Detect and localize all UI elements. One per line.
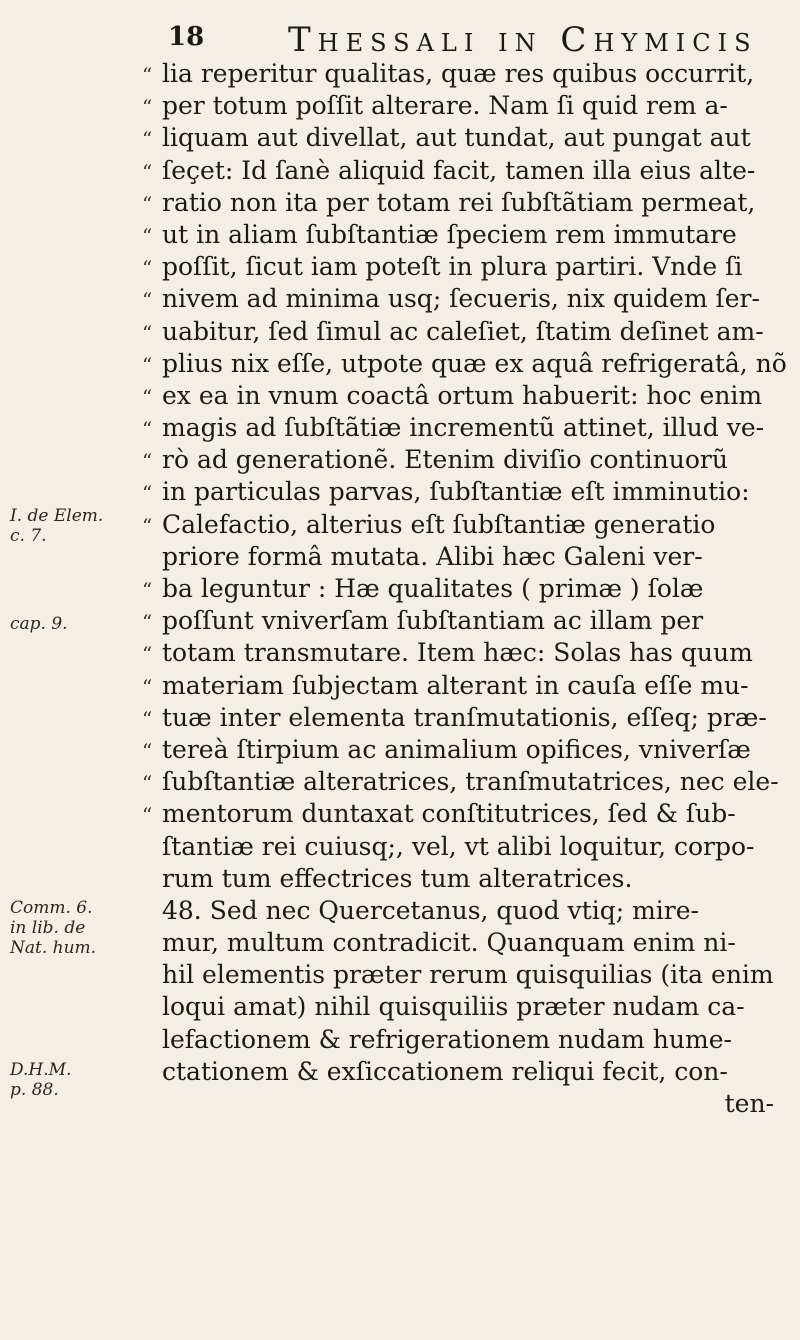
quotation-mark: “	[142, 223, 153, 248]
quotation-mark: “	[142, 803, 153, 828]
text-line	[142, 766, 792, 798]
text-line	[142, 637, 792, 669]
quotation-mark: “	[142, 706, 153, 731]
text-line	[142, 380, 792, 412]
line-text: ut in aliam ſubſtantiæ ſpeciem rem immutare	[162, 219, 737, 249]
text-line	[142, 895, 792, 927]
text-line	[142, 219, 792, 251]
text-line	[142, 605, 792, 637]
text-line	[142, 541, 792, 573]
line-text: in particulas parvas, ſubſtantiæ eſt imminutio:	[162, 477, 750, 507]
line-text: nivem ad minima usq; ſecueris, nix quidem ſer-	[162, 284, 760, 314]
line-text: plius nix eſſe, utpote quæ ex aquâ refrigeratâ, nõ	[162, 348, 787, 378]
quotation-mark: “	[142, 578, 153, 602]
text-line	[142, 476, 792, 508]
line-text: uabitur, ſed ſimul ac caleſiet, ſtatim deſinet am-	[162, 316, 764, 346]
quotation-mark: “	[142, 320, 153, 345]
margin-note	[10, 614, 135, 634]
text-line	[142, 412, 792, 444]
line-text: rum tum effectrices tum alteratrices.	[162, 863, 633, 893]
quotation-mark: “	[142, 159, 153, 184]
text-line	[142, 155, 792, 187]
page-number: 18	[168, 22, 205, 52]
quotation-mark: “	[142, 95, 153, 120]
line-text: materiam ſubjectam alterant in cauſa eſſe mu-	[162, 670, 749, 700]
line-text: Calefactio, alterius eſt ſubſtantiæ generatio	[162, 509, 716, 539]
text-line	[142, 927, 792, 959]
text-line	[142, 959, 792, 991]
text-line	[142, 283, 792, 315]
line-text: loqui amat) nihil quisquiliis præter nudam ca-	[162, 992, 745, 1022]
main-text-block	[142, 58, 792, 1120]
margin-note	[10, 1060, 135, 1100]
margin-note-line: c. 7.	[10, 526, 47, 546]
line-text: tereà ſtirpium ac animalium opifices, vniverſæ	[162, 734, 751, 764]
line-text: totam transmutare. Item hæc: Solas has quum	[162, 638, 753, 668]
text-line	[142, 90, 792, 122]
line-text: mur, multum contradicit. Quanquam enim ni-	[162, 928, 736, 958]
line-text: 48. Sed nec Quercetanus, quod vtiq; mire-	[162, 895, 699, 925]
quotation-mark: “	[142, 384, 153, 409]
quotation-mark: “	[142, 191, 153, 216]
text-line	[142, 573, 792, 605]
margin-note-line: p. 88.	[10, 1080, 59, 1100]
line-text: ex ea in vnum coactâ ortum habuerit: hoc enim	[162, 380, 763, 410]
text-line	[142, 251, 792, 283]
margin-note	[10, 898, 135, 958]
quotation-mark: “	[142, 449, 153, 474]
catchword: ten-	[724, 1089, 774, 1118]
margin-note-line: Nat. hum.	[10, 938, 97, 958]
running-head: Thessali in Chymicis	[288, 20, 758, 60]
text-line	[142, 798, 792, 830]
text-line	[142, 58, 792, 90]
text-line	[142, 122, 792, 154]
margin-note-line: Comm. 6.	[10, 898, 93, 918]
line-text: ba leguntur : Hæ qualitates ( primæ ) ſolæ	[162, 574, 704, 603]
line-text: ſtantiæ rei cuiusq;, vel, vt alibi loquitur, corpo-	[162, 831, 755, 861]
line-text: per totum poſſit alterare. Nam ſi quid rem a-	[162, 91, 728, 121]
quotation-mark: “	[142, 642, 153, 667]
line-text: magis ad ſubſtãtiæ incrementũ attinet, illud ve-	[162, 413, 765, 443]
quotation-mark: “	[142, 352, 153, 377]
line-text: liquam aut divellat, aut tundat, aut pungat aut	[162, 123, 751, 153]
line-text: priore formâ mutata. Alibi hæc Galeni ver-	[162, 541, 703, 571]
line-text: poſſit, ſicut iam poteſt in plura partiri. Vnde ſi	[162, 252, 743, 282]
text-line	[142, 734, 792, 766]
text-line	[142, 187, 792, 219]
margin-note-line: cap. 9.	[10, 614, 68, 634]
text-line	[142, 1056, 792, 1088]
text-line	[142, 1024, 792, 1056]
quotation-mark: “	[142, 288, 153, 313]
margin-note-line: I. de Elem.	[10, 506, 104, 526]
text-line	[142, 348, 792, 380]
quotation-mark: “	[142, 674, 153, 699]
quotation-mark: “	[142, 771, 153, 796]
quotation-mark: “	[142, 127, 153, 152]
line-text: hil elementis præter rerum quisquilias (ita enim	[162, 960, 774, 990]
line-text: rò ad generationẽ. Etenim diviſio continuorũ	[162, 445, 728, 475]
line-text: ſubſtantiæ alteratrices, tranſmutatrices, nec ele-	[162, 767, 779, 797]
margin-note	[10, 506, 135, 546]
line-text: mentorum duntaxat conſtitutrices, ſed & ſub-	[162, 799, 736, 829]
line-text: poſſunt vniverſam ſubſtantiam ac illam per	[162, 606, 704, 636]
margin-note-line: in lib. de	[10, 918, 86, 938]
text-line	[142, 316, 792, 348]
quotation-mark: “	[142, 513, 153, 538]
quotation-mark: “	[142, 738, 153, 763]
text-line	[142, 991, 792, 1023]
line-text: lia reperitur qualitas, quæ res quibus occurrit,	[162, 59, 755, 88]
quotation-mark: “	[142, 610, 153, 635]
line-text: tuæ inter elementa tranſmutationis, eſſeq; præ-	[162, 702, 767, 732]
text-line	[142, 702, 792, 734]
line-text: lefactionem & refrigerationem nudam hume-	[162, 1024, 732, 1054]
text-line	[142, 670, 792, 702]
line-text: ſeçet: Id ſanè aliquid facit, tamen illa eius alte-	[162, 155, 756, 185]
text-line	[142, 863, 792, 895]
text-line	[142, 509, 792, 541]
line-text: ctationem & exſiccationem reliqui fecit, con-	[162, 1056, 728, 1086]
quotation-mark: “	[142, 417, 153, 442]
page-header	[0, 18, 800, 58]
text-line	[142, 831, 792, 863]
quotation-mark: “	[142, 256, 153, 281]
line-text: ratio non ita per totam rei ſubſtãtiam permeat,	[162, 187, 756, 217]
quotation-mark: “	[142, 63, 153, 87]
quotation-mark: “	[142, 481, 153, 506]
text-line	[142, 444, 792, 476]
margin-note-line: D.H.M.	[10, 1060, 72, 1080]
